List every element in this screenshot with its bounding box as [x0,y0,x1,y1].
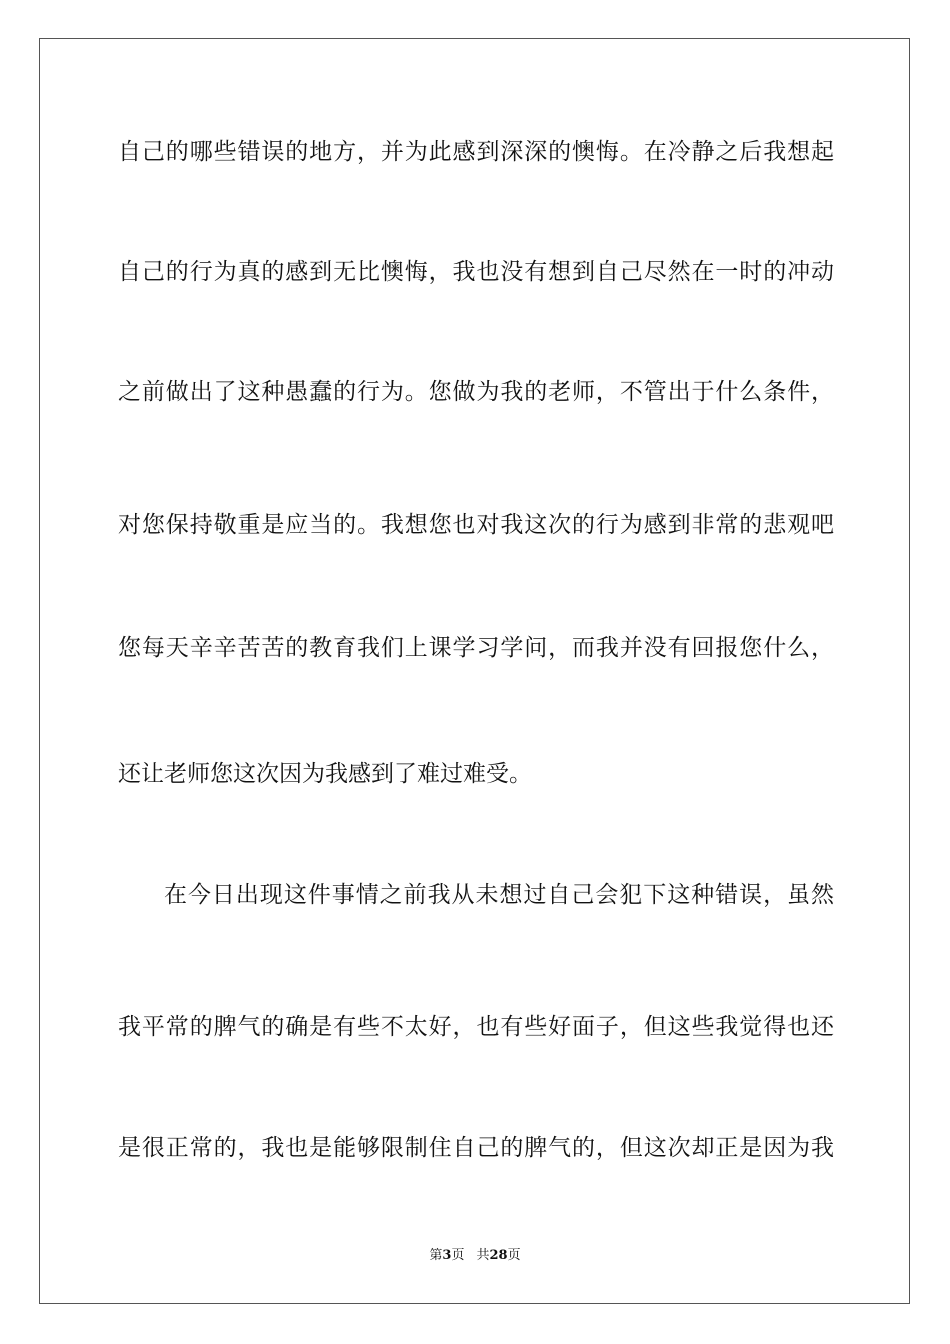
body-line-1: 自己的哪些错误的地方，并为此感到深深的懊悔。在冷静之后我想起 [118,139,834,165]
total-label-prefix: 共 [476,1248,490,1263]
body-line-6: 还让老师您这次因为我感到了难过难受。 [118,761,532,787]
total-pages: 28 [489,1248,508,1263]
body-line-2: 自己的行为真的感到无比懊悔，我也没有想到自己尽然在一时的冲动 [118,259,834,285]
page-label-suffix: 页 [451,1248,465,1263]
body-line-3: 之前做出了这种愚蠢的行为。您做为我的老师，不管出于什么条件， [118,379,834,405]
page-label-prefix: 第 [429,1248,443,1263]
page-footer [0,1247,950,1265]
body-line-9: 是很正常的，我也是能够限制住自己的脾气的，但这次却正是因为我 [118,1135,834,1161]
body-line-7: 在今日出现这件事情之前我从未想过自己会犯下这种错误，虽然 [164,882,834,908]
total-label-suffix: 页 [507,1248,521,1263]
body-line-4: 对您保持敬重是应当的。我想您也对我这次的行为感到非常的悲观吧 [118,512,834,538]
body-line-8: 我平常的脾气的确是有些不太好，也有些好面子，但这些我觉得也还 [118,1014,834,1040]
page-border [39,38,910,1304]
page-number: 3 [442,1248,452,1263]
body-line-5: 您每天辛辛苦苦的教育我们上课学习学问，而我并没有回报您什么， [118,635,834,661]
